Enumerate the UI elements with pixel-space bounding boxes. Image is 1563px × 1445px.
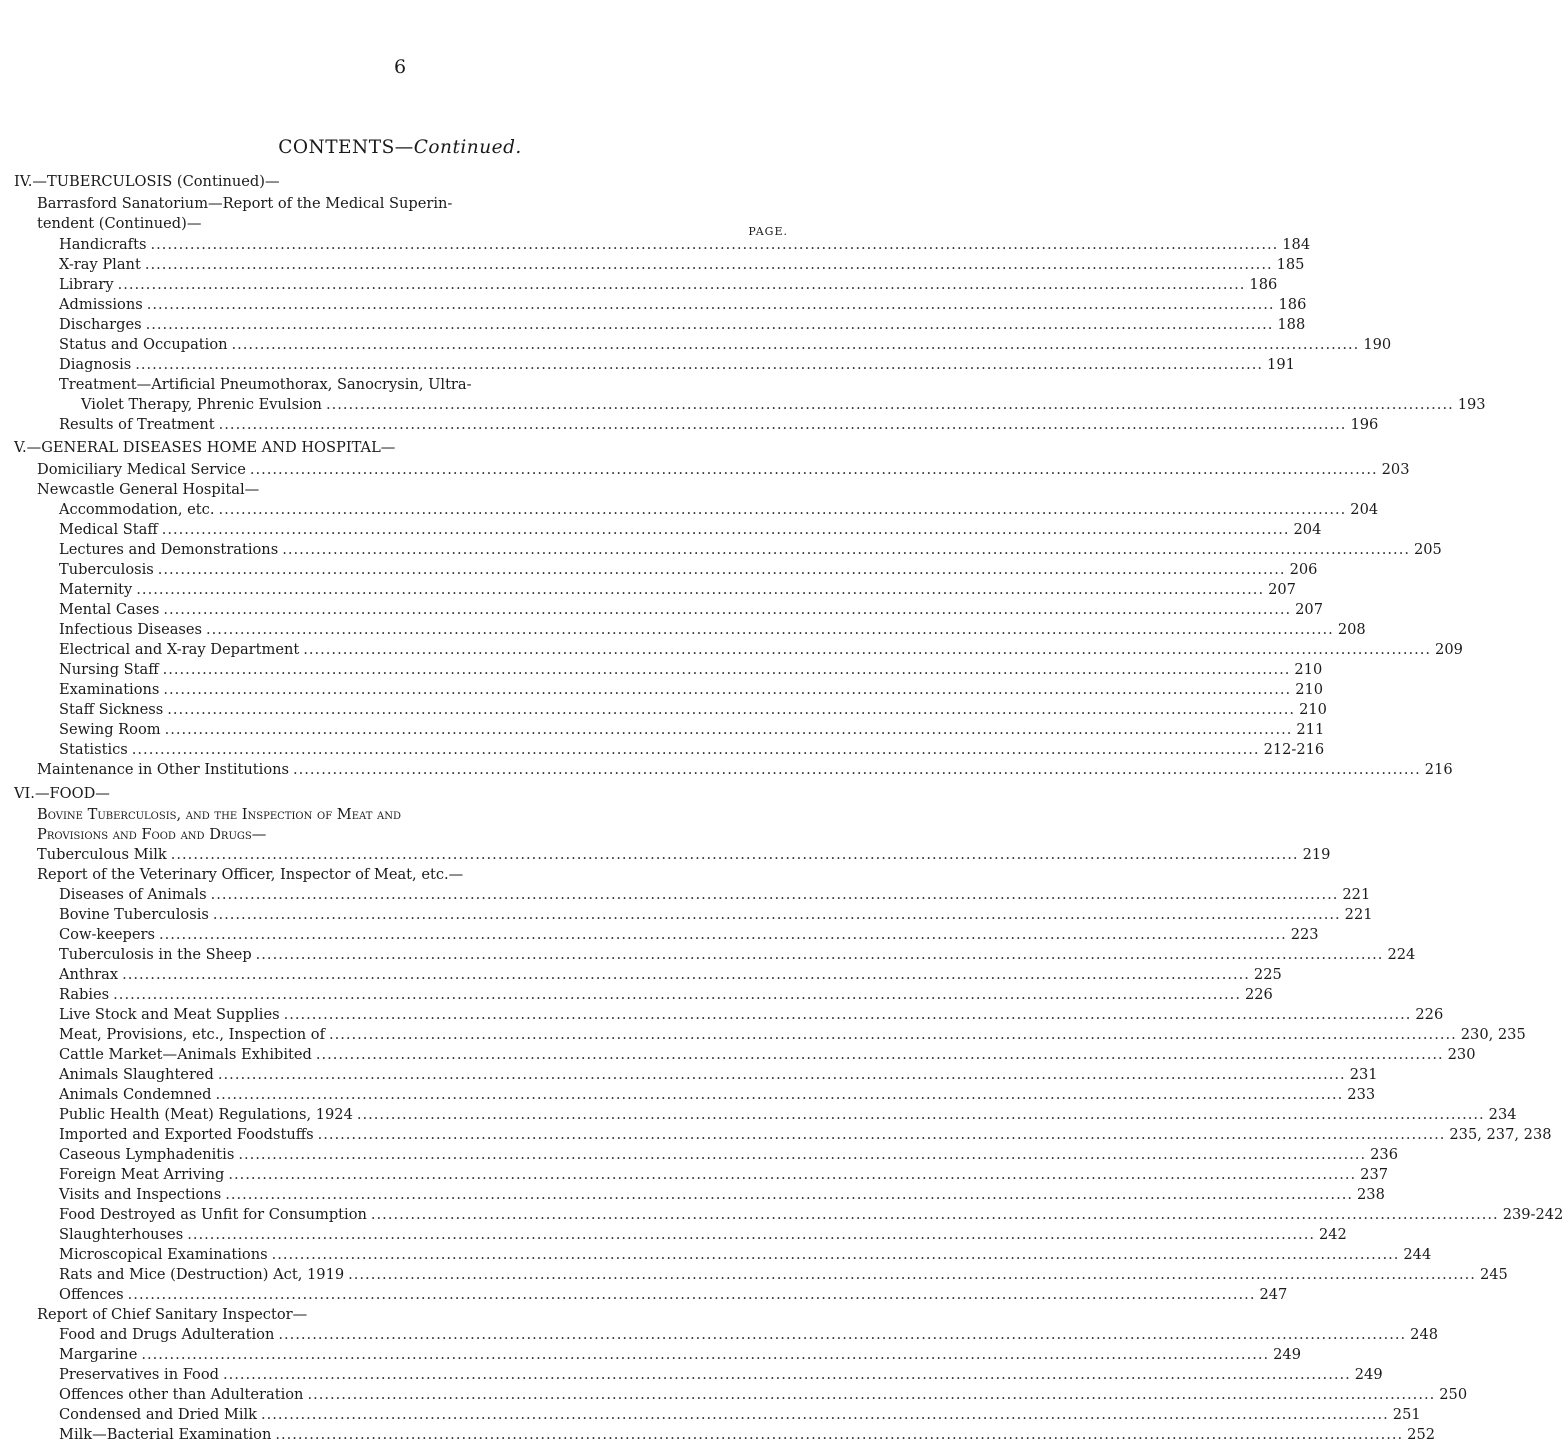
page-number: 6 <box>393 56 407 78</box>
toc-entry <box>81 395 1486 415</box>
toc-entry-page: 186 <box>1249 276 1278 293</box>
toc-entry-title: Preservatives in Food <box>59 1366 219 1383</box>
toc-heading: Newcastle General Hospital— <box>37 481 260 498</box>
dot-leader: ........................................................................................................................................................................................................ <box>261 1406 1389 1423</box>
toc-heading: VI.—FOOD— <box>14 785 110 802</box>
toc-entry-page: 231 <box>1349 1066 1378 1083</box>
dot-leader: ........................................................................................................................................................................................................ <box>293 761 1421 778</box>
toc-entry-page: 190 <box>1363 336 1392 353</box>
toc-entry <box>59 520 1322 540</box>
toc-entry-title: Mental Cases <box>59 601 160 618</box>
dot-leader: ........................................................................................................................................................................................................ <box>278 1326 1407 1343</box>
dot-leader: ........................................................................................................................................................................................................ <box>212 906 1341 923</box>
toc-entry <box>59 580 1296 600</box>
dot-leader: ........................................................................................................................................................................................................ <box>167 701 1296 718</box>
toc-entry-page: 196 <box>1350 416 1379 433</box>
toc-entry-page: 206 <box>1289 561 1318 578</box>
toc-entry-title: Statistics <box>59 741 128 758</box>
toc-entry-title: Live Stock and Meat Supplies <box>59 1006 280 1023</box>
dot-leader: ........................................................................................................................................................................................................ <box>225 1186 1353 1203</box>
dot-leader: ........................................................................................................................................................................................................ <box>228 1166 1357 1183</box>
toc-entry-title: Discharges <box>59 316 142 333</box>
toc-entry-page: 193 <box>1457 396 1486 413</box>
dot-leader: ........................................................................................................................................................................................................ <box>146 296 1275 313</box>
toc-entry <box>59 640 1463 660</box>
toc-entry <box>59 660 1323 680</box>
toc-entry-page: 242 <box>1318 1226 1347 1243</box>
toc-entry <box>59 985 1273 1005</box>
dot-leader: ........................................................................................................................................................................................................ <box>283 1006 1412 1023</box>
dot-leader: ........................................................................................................................................................................................................ <box>217 1066 1346 1083</box>
toc-entry-title: Maintenance in Other Institutions <box>37 761 289 778</box>
dot-leader: ........................................................................................................................................................................................................ <box>317 1126 1446 1143</box>
toc-entry <box>59 885 1371 905</box>
toc-entry-page: 204 <box>1293 521 1322 538</box>
dot-leader: ........................................................................................................................................................................................................ <box>157 561 1286 578</box>
toc-entry <box>59 235 1311 255</box>
toc-entry-page: 244 <box>1403 1246 1432 1263</box>
toc-entry-title: Bovine Tuberculosis <box>59 906 209 923</box>
toc-heading: V.—GENERAL DISEASES HOME AND HOSPITAL— <box>14 439 396 456</box>
toc-entry-title: Maternity <box>59 581 133 598</box>
dot-leader: ........................................................................................................................................................................................................ <box>170 846 1299 863</box>
toc-entry-page: 247 <box>1259 1286 1288 1303</box>
toc-entry-title: Medical Staff <box>59 521 158 538</box>
toc-entry <box>59 355 1295 375</box>
toc-entry-title: Examinations <box>59 681 160 698</box>
dot-leader: ........................................................................................................................................................................................................ <box>303 641 1432 658</box>
toc-entry <box>59 720 1325 740</box>
toc-entry-page: 203 <box>1381 461 1410 478</box>
toc-entry-title: Caseous Lymphadenitis <box>59 1146 235 1163</box>
toc-entry <box>59 560 1318 580</box>
dot-leader: ........................................................................................................................................................................................................ <box>271 1246 1400 1263</box>
toc-entry-page: 248 <box>1410 1326 1439 1343</box>
toc-entry <box>59 415 1379 435</box>
toc-entry-title: Condensed and Dried Milk <box>59 1406 257 1423</box>
toc-entry-page: 236 <box>1370 1146 1398 1163</box>
toc-entry-title: Handicrafts <box>59 236 147 253</box>
toc-entry <box>59 540 1442 560</box>
toc-entry <box>59 1225 1347 1245</box>
toc-entry-page: 245 <box>1479 1266 1508 1283</box>
toc-entry-title: Milk—Bacterial Examination <box>59 1426 272 1443</box>
toc-entry <box>59 620 1366 640</box>
dot-leader: ........................................................................................................................................................................................................ <box>158 926 1287 943</box>
dot-leader: ........................................................................................................................................................................................................ <box>145 316 1274 333</box>
toc-entry <box>59 1205 1563 1225</box>
toc-entry <box>59 295 1307 315</box>
dot-leader: ........................................................................................................................................................................................................ <box>162 661 1291 678</box>
toc-entry-title: Infectious Diseases <box>59 621 203 638</box>
dot-leader: ........................................................................................................................................................................................................ <box>117 276 1246 293</box>
toc-entry <box>59 1265 1508 1285</box>
toc-heading: Treatment—Artificial Pneumothorax, Sanocrysin, Ultra- <box>59 376 472 393</box>
toc-entry-title: Meat, Provisions, etc., Inspection of <box>59 1026 325 1043</box>
dot-leader: ........................................................................................................................................................................................................ <box>122 966 1250 983</box>
toc-entry-title: Imported and Exported Foodstuffs <box>59 1126 314 1143</box>
dot-leader: ........................................................................................................................................................................................................ <box>113 986 1241 1003</box>
toc-entry-page: 188 <box>1277 316 1306 333</box>
toc-entry <box>59 1185 1385 1205</box>
dot-leader: ........................................................................................................................................................................................................ <box>348 1266 1476 1283</box>
toc-entry-page: 221 <box>1344 906 1373 923</box>
toc-entry-page: 238 <box>1357 1186 1385 1203</box>
toc-entry-page: 205 <box>1413 541 1442 558</box>
toc-entry-title: Diagnosis <box>59 356 132 373</box>
toc-entry-page: 207 <box>1268 581 1296 598</box>
toc-entry-page: 210 <box>1299 701 1327 718</box>
dot-leader: ........................................................................................................................................................................................................ <box>131 741 1260 758</box>
dot-leader: ........................................................................................................................................................................................................ <box>328 1026 1457 1043</box>
toc-entry-title: Electrical and X-ray Department <box>59 641 300 658</box>
dot-leader: ........................................................................................................................................................................................................ <box>135 356 1264 373</box>
dot-leader: ........................................................................................................................................................................................................ <box>187 1226 1315 1243</box>
toc-entry-title: Status and Occupation <box>59 336 228 353</box>
toc-entry-page: 184 <box>1282 236 1311 253</box>
toc-entry-page: 186 <box>1278 296 1307 313</box>
dot-leader: ........................................................................................................................................................................................................ <box>218 416 1347 433</box>
toc-entry-title: Results of Treatment <box>59 416 215 433</box>
toc-entry-title: Offences <box>59 1286 124 1303</box>
toc-entry-page: 224 <box>1387 946 1416 963</box>
dot-leader: ........................................................................................................................................................................................................ <box>370 1206 1499 1223</box>
toc-entry-page: 210 <box>1295 681 1324 698</box>
toc-entry-title: Staff Sickness <box>59 701 164 718</box>
toc-entry-title: X-ray Plant <box>59 256 141 273</box>
dot-leader: ........................................................................................................................................................................................................ <box>206 621 1334 638</box>
toc-entry <box>59 1245 1432 1265</box>
toc-entry <box>59 1405 1421 1425</box>
dot-leader: ........................................................................................................................................................................................................ <box>238 1146 1367 1163</box>
toc-entry <box>59 315 1306 335</box>
toc-heading: tendent (Continued)— <box>37 215 202 232</box>
toc-entry-title: Cow-keepers <box>59 926 155 943</box>
toc-entry-title: Slaughterhouses <box>59 1226 184 1243</box>
toc-entry <box>59 680 1324 700</box>
toc-entry <box>59 1345 1301 1365</box>
title-sep: — <box>394 137 414 158</box>
dot-leader: ........................................................................................................................................................................................................ <box>163 681 1292 698</box>
toc-entry <box>59 925 1319 945</box>
toc-entry <box>59 1145 1398 1165</box>
page-title <box>0 137 800 158</box>
toc-entry <box>59 600 1323 620</box>
toc-entry-page: 234 <box>1488 1106 1517 1123</box>
toc-entry-title: Anthrax <box>59 966 119 983</box>
toc-entry <box>59 740 1325 760</box>
toc-entry-title: Library <box>59 276 114 293</box>
toc-entry-page: 210 <box>1294 661 1323 678</box>
toc-entry <box>59 335 1392 355</box>
toc-entry-page: 235, 237, 238 <box>1449 1126 1552 1143</box>
dot-leader: ........................................................................................................................................................................................................ <box>282 541 1410 558</box>
toc-entry <box>59 1425 1436 1445</box>
dot-leader: ........................................................................................................................................................................................................ <box>249 461 1378 478</box>
toc-entry-page: 249 <box>1354 1366 1383 1383</box>
toc-entry-title: Tuberculosis in the Sheep <box>59 946 252 963</box>
toc-entry <box>59 500 1379 520</box>
toc-entry-title: Tuberculosis <box>59 561 154 578</box>
toc-entry-page: 211 <box>1296 721 1325 738</box>
toc-entry <box>37 460 1410 480</box>
toc-entry <box>59 1065 1378 1085</box>
toc-entry-page: 216 <box>1424 761 1453 778</box>
dot-leader: ........................................................................................................................................................................................................ <box>210 886 1339 903</box>
toc-entry-title: Margarine <box>59 1346 138 1363</box>
dot-leader: ........................................................................................................................................................................................................ <box>215 1086 1344 1103</box>
toc-entry-page: 233 <box>1347 1086 1376 1103</box>
toc-entry <box>59 255 1305 275</box>
page-column-header: PAGE. <box>748 225 788 238</box>
toc-entry-title: Rabies <box>59 986 110 1003</box>
dot-leader: ........................................................................................................................................................................................................ <box>218 501 1347 518</box>
toc-entry-title: Public Health (Meat) Regulations, 1924 <box>59 1106 353 1123</box>
toc-entry-page: 225 <box>1253 966 1282 983</box>
dot-leader: ........................................................................................................................................................................................................ <box>141 1346 1270 1363</box>
dot-leader: ........................................................................................................................................................................................................ <box>161 521 1290 538</box>
toc-entry <box>59 1045 1476 1065</box>
toc-entry-page: 239-242 <box>1502 1206 1563 1223</box>
toc-entry-page: 191 <box>1267 356 1295 373</box>
toc-heading: Report of the Veterinary Officer, Inspector of Meat, etc.— <box>37 866 464 883</box>
title-continued: Continued. <box>413 137 522 158</box>
toc-heading: Barrasford Sanatorium—Report of the Medical Superin- <box>37 195 453 212</box>
toc-entry-page: 208 <box>1337 621 1366 638</box>
dot-leader: ........................................................................................................................................................................................................ <box>255 946 1384 963</box>
toc-entry-page: 221 <box>1342 886 1371 903</box>
dot-leader: ........................................................................................................................................................................................................ <box>325 396 1454 413</box>
toc-entry-page: 251 <box>1392 1406 1421 1423</box>
dot-leader: ........................................................................................................................................................................................................ <box>136 581 1265 598</box>
toc-entry-page: 230 <box>1447 1046 1476 1063</box>
dot-leader: ........................................................................................................................................................................................................ <box>127 1286 1256 1303</box>
toc-entry-title: Cattle Market—Animals Exhibited <box>59 1046 312 1063</box>
toc-entry-page: 250 <box>1439 1386 1468 1403</box>
toc-entry-page: 204 <box>1350 501 1379 518</box>
toc-entry-page: 219 <box>1302 846 1331 863</box>
toc-entry-title: Food and Drugs Adulteration <box>59 1326 275 1343</box>
toc-heading: IV.—TUBERCULOSIS (Continued)— <box>14 173 280 190</box>
toc-entry-page: 249 <box>1273 1346 1301 1363</box>
toc-entry <box>59 1025 1526 1045</box>
toc-entry <box>37 845 1331 865</box>
toc-entry-page: 237 <box>1360 1166 1389 1183</box>
toc-entry-page: 226 <box>1415 1006 1444 1023</box>
toc-entry <box>59 275 1278 295</box>
dot-leader: ........................................................................................................................................................................................................ <box>315 1046 1444 1063</box>
dot-leader: ........................................................................................................................................................................................................ <box>150 236 1279 253</box>
title-main: CONTENTS <box>278 137 395 158</box>
toc-entry <box>59 965 1282 985</box>
toc-entry-title: Admissions <box>59 296 143 313</box>
toc-entry <box>59 1125 1552 1145</box>
toc-entry-page: 230, 235 <box>1460 1026 1526 1043</box>
dot-leader: ........................................................................................................................................................................................................ <box>163 601 1292 618</box>
dot-leader: ........................................................................................................................................................................................................ <box>275 1426 1404 1443</box>
toc-entry-page: 226 <box>1244 986 1273 1003</box>
toc-entry-title: Nursing Staff <box>59 661 159 678</box>
toc-entry-title: Visits and Inspections <box>59 1186 222 1203</box>
toc-entry-title: Domiciliary Medical Service <box>37 461 246 478</box>
toc-entry <box>59 1005 1444 1025</box>
toc-entry-page: 252 <box>1407 1426 1436 1443</box>
toc-entry <box>59 1105 1517 1125</box>
toc-entry <box>59 1285 1288 1305</box>
toc-entry-page: 207 <box>1295 601 1323 618</box>
toc-entry <box>59 945 1416 965</box>
toc-entry <box>59 1365 1383 1385</box>
toc-entry-title: Animals Condemned <box>59 1086 212 1103</box>
dot-leader: ........................................................................................................................................................................................................ <box>222 1366 1351 1383</box>
dot-leader: ........................................................................................................................................................................................................ <box>144 256 1273 273</box>
dot-leader: ........................................................................................................................................................................................................ <box>307 1386 1436 1403</box>
toc-entry-page: 223 <box>1290 926 1319 943</box>
toc-entry <box>59 1165 1389 1185</box>
dot-leader: ........................................................................................................................................................................................................ <box>164 721 1293 738</box>
toc-entry-title: Violet Therapy, Phrenic Evulsion <box>81 396 322 413</box>
toc-entry-title: Lectures and Demonstrations <box>59 541 279 558</box>
toc-heading: Provisions and Food and Drugs— <box>37 826 267 843</box>
toc-entry-page: 185 <box>1276 256 1305 273</box>
toc-entry <box>59 905 1373 925</box>
toc-entry-page: 209 <box>1435 641 1463 658</box>
toc-entry <box>59 1385 1468 1405</box>
toc-entry-title: Microscopical Examinations <box>59 1246 268 1263</box>
toc-entry-title: Accommodation, etc. <box>59 501 215 518</box>
toc-entry-title: Foreign Meat Arriving <box>59 1166 225 1183</box>
toc-entry <box>37 760 1453 780</box>
toc-entry <box>59 1325 1439 1345</box>
toc-entry-title: Tuberculous Milk <box>37 846 167 863</box>
toc-entry-title: Offences other than Adulteration <box>59 1386 304 1403</box>
dot-leader: ........................................................................................................................................................................................................ <box>356 1106 1485 1123</box>
toc-entry-page: 212-216 <box>1263 741 1325 758</box>
toc-entry-title: Animals Slaughtered <box>59 1066 214 1083</box>
toc-entry-title: Rats and Mice (Destruction) Act, 1919 <box>59 1266 345 1283</box>
dot-leader: ........................................................................................................................................................................................................ <box>231 336 1360 353</box>
toc-entry <box>59 1085 1376 1105</box>
toc-heading: Bovine Tuberculosis, and the Inspection of Meat and <box>37 806 401 823</box>
toc-entry-title: Food Destroyed as Unfit for Consumption <box>59 1206 367 1223</box>
toc-entry-title: Sewing Room <box>59 721 161 738</box>
toc-heading: Report of Chief Sanitary Inspector— <box>37 1306 308 1323</box>
toc-entry-title: Diseases of Animals <box>59 886 207 903</box>
toc-entry <box>59 700 1327 720</box>
